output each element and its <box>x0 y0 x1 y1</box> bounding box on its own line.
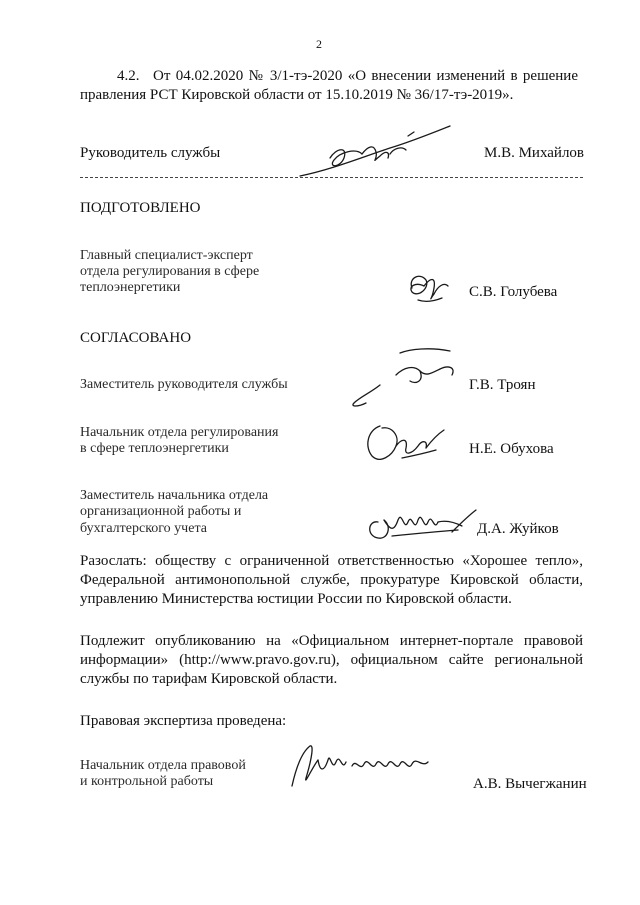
signer-2-role-line1: Начальник отдела регулирования <box>80 425 279 440</box>
signer-2-role-line2: в сфере теплоэнергетики <box>80 441 229 456</box>
signer-2-signature <box>362 416 452 466</box>
publication-line2: информации» (http://www.pravo.gov.ru), официальном сайте региональной <box>80 652 583 668</box>
head-signature <box>290 118 460 188</box>
legal-heading: Правовая экспертиза проведена: <box>80 713 287 729</box>
legal-role-line2: и контрольной работы <box>80 774 214 789</box>
signer-1-role-line1: Заместитель руководителя службы <box>80 377 288 392</box>
prepared-signature <box>404 268 454 308</box>
head-role: Руководитель службы <box>80 145 221 161</box>
signer-1-name: Г.В. Троян <box>469 377 536 393</box>
legal-name: А.В. Вычегжанин <box>473 776 587 792</box>
prepared-role-line3: теплоэнергетики <box>80 280 181 295</box>
agreed-heading: СОГЛАСОВАНО <box>80 330 192 346</box>
item-text-line2: правления РСТ Кировской области от 15.10.2019 № 36/17-тэ-2019». <box>80 87 514 103</box>
item-number: 4.2. <box>117 68 140 84</box>
item-text-line1: От 04.02.2020 № 3/1-тэ-2020 «О внесении изменений в решение <box>153 68 578 84</box>
publication-line1: Подлежит опубликованию на «Официальном интернет-портале правовой <box>80 633 583 649</box>
prepared-name: С.В. Голубева <box>469 284 558 300</box>
signer-3-role-line2: организационной работы и <box>80 504 242 519</box>
publication-line3: службы по тарифам Кировской области. <box>80 671 338 687</box>
legal-role-line1: Начальник отдела правовой <box>80 758 246 773</box>
signer-3-name: Д.А. Жуйков <box>477 521 559 537</box>
signer-2-name: Н.Е. Обухова <box>469 441 554 457</box>
distribution-line2: Федеральной антимонопольной службе, прокуратуре Кировской области, <box>80 572 583 588</box>
signer-3-signature <box>362 502 480 544</box>
prepared-heading: ПОДГОТОВЛЕНО <box>80 200 201 216</box>
distribution-line3: управлению Министерства юстиции России по Кировской области. <box>80 591 512 607</box>
page-number: 2 <box>316 37 322 51</box>
signer-3-role-line3: бухгалтерского учета <box>80 521 207 536</box>
signer-3-role-line1: Заместитель начальника отдела <box>80 488 269 503</box>
head-name: М.В. Михайлов <box>484 145 585 161</box>
legal-signature <box>282 738 442 798</box>
prepared-role-line1: Главный специалист-эксперт <box>80 248 253 263</box>
signer-1-signature <box>340 345 470 415</box>
prepared-role-line2: отдела регулирования в сфере <box>80 264 260 279</box>
distribution-line1: Разослать: обществу с ограниченной ответственностью «Хорошее тепло», <box>80 553 583 569</box>
